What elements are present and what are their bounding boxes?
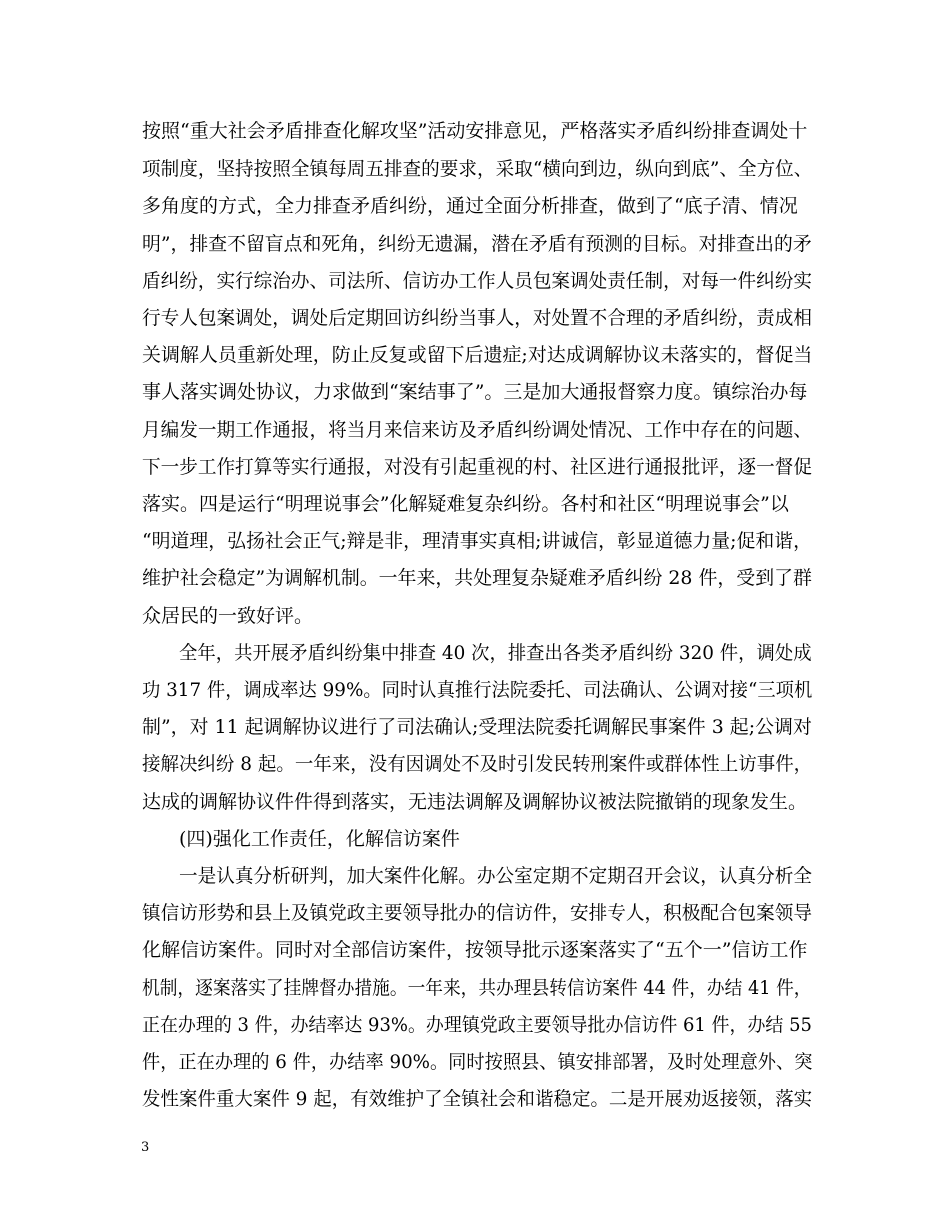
text-line: 镇信访形势和县上及镇党政主要领导批办的信访件，安排专人，积极配合包案领导 — [142, 902, 812, 924]
text-line: 事人落实调处协议，力求做到“案结事了”。三是加大通报督察力度。镇综治办每 — [142, 381, 808, 403]
text-line: 机制，逐案落实了挂牌督办措施。一年来，共办理县转信访案件 44 件，办结 41 件， — [142, 977, 812, 999]
text-line: 关调解人员重新处理，防止反复或留下后遗症;对达成调解协议未落实的，督促当 — [142, 344, 813, 366]
text-line: 维护社会稳定”为调解机制。一年来，共处理复杂疑难矛盾纠纷 28 件，受到了群 — [142, 567, 812, 589]
text-line: 正在办理的 3 件，办结率达 93%。办理镇党政主要领导批办信访件 61 件，办结 55 — [142, 1014, 812, 1036]
text-line: 全年，共开展矛盾纠纷集中排查 40 次，排查出各类矛盾纠纷 320 件，调处成 — [179, 642, 812, 664]
text-line: 功 317 件，调成率达 99%。同时认真推行法院委托、司法确认、公调对接“三项机 — [142, 679, 813, 701]
text-line: 多角度的方式，全力排查矛盾纠纷，通过全面分析排查，做到了“底子清、情况 — [142, 195, 798, 217]
text-line: 发性案件重大案件 9 起，有效维护了全镇社会和谐稳定。二是开展劝返接领，落实 — [142, 1088, 813, 1110]
text-line: 月编发一期工作通报，将当月来信来访及矛盾纠纷调处情况、工作中存在的问题、 — [142, 419, 812, 441]
text-line: 化解信访案件。同时对全部信访案件，按领导批示逐案落实了“五个一”信访工作 — [142, 939, 808, 961]
text-line: 达成的调解协议件件得到落实，无违法调解及调解协议被法院撤销的现象发生。 — [142, 791, 808, 813]
text-line: 件，正在办理的 6 件，办结率 90%。同时按照县、镇安排部署，及时处理意外、突 — [142, 1051, 813, 1073]
text-line: 接解决纠纷 8 起。一年来，没有因调处不及时引发民转刑案件或群体性上访事件， — [142, 753, 813, 775]
text-line: 落实。四是运行“明理说事会”化解疑难复杂纠纷。各村和社区“明理说事会”以 — [142, 493, 789, 515]
text-line: 明”，排查不留盲点和死角，纠纷无遗漏，潜在矛盾有预测的目标。对排查出的矛 — [142, 233, 812, 255]
text-line: 下一步工作打算等实行通报，对没有引起重视的村、社区进行通报批评，逐一督促 — [142, 456, 812, 478]
text-line: 按照“重大社会矛盾排查化解攻坚”活动安排意见，严格落实矛盾纠纷排查调处十 — [142, 120, 808, 142]
text-line: 制”，对 11 起调解协议进行了司法确认;受理法院委托调解民事案件 3 起;公调对 — [142, 716, 812, 738]
section-heading: (四)强化工作责任，化解信访案件 — [179, 828, 460, 850]
text-line: 项制度，坚持按照全镇每周五排查的要求，采取“横向到边，纵向到底”、全方位、 — [142, 158, 813, 180]
text-line: “明道理，弘扬社会正气;辩是非，理清事实真相;讲诚信，彰显道德力量;促和谐， — [142, 530, 812, 552]
text-line: 众居民的一致好评。 — [142, 605, 314, 627]
text-line: 一是认真分析研判，加大案件化解。办公室定期不定期召开会议，认真分析全 — [179, 865, 813, 887]
text-line: 行专人包案调处，调处后定期回访纠纷当事人，对处置不合理的矛盾纠纷，责成相 — [142, 307, 812, 329]
text-line: 盾纠纷，实行综治办、司法所、信访办工作人员包案调处责任制，对每一件纠纷实 — [142, 270, 812, 292]
page-number: 3 — [141, 1140, 150, 1155]
